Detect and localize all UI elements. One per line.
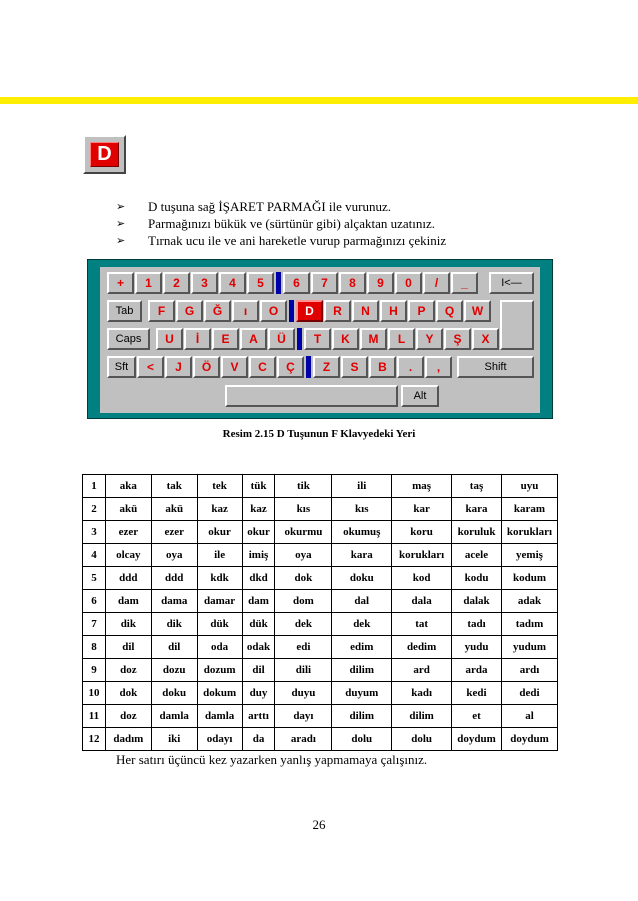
row-number-cell: 8 [83,636,106,659]
word-cell: duyum [332,682,392,705]
key-4: 4 [219,272,246,294]
key-u-umlaut: Ü [268,328,295,350]
word-cell: oya [151,544,197,567]
top-yellow-rule [0,97,638,104]
row-number-cell: 11 [83,705,106,728]
key-6: 6 [283,272,310,294]
key-slash: / [423,272,450,294]
word-cell: arda [452,659,502,682]
key-v: V [221,356,248,378]
word-cell: kadı [392,682,452,705]
word-cell: dilim [332,705,392,728]
key-h: H [380,300,407,322]
word-cell: doz [105,659,151,682]
word-cell: da [242,728,275,751]
word-cell: adak [501,590,557,613]
word-cell: dadım [105,728,151,751]
word-cell: dilim [332,659,392,682]
key-r: R [324,300,351,322]
key-g-breve: Ğ [204,300,231,322]
word-cell: kdk [197,567,242,590]
word-cell: doku [332,567,392,590]
row-number-cell: 3 [83,521,106,544]
key-dotless-i: ı [232,300,259,322]
d-key-label: D [90,142,119,167]
word-cell: arttı [242,705,275,728]
word-cell: oda [197,636,242,659]
word-cell: koruluk [452,521,502,544]
table-row [83,705,558,728]
word-cell: damla [197,705,242,728]
word-cell: dük [197,613,242,636]
key-y: Y [416,328,443,350]
word-cell: dedim [392,636,452,659]
instruction-text: Tırnak ucu ile ve ani hareketle vurup parmağınızı çekiniz [148,233,447,248]
table-row [83,728,558,751]
instruction-text: D tuşuna sağ İŞARET PARMAĞI ile vurunuz. [148,199,392,214]
word-cell: dayı [275,705,332,728]
word-cell: dok [275,567,332,590]
word-cell: dil [105,636,151,659]
key-enter [500,300,534,350]
table-row [83,544,558,567]
word-cell: akü [151,498,197,521]
word-cell: tik [275,475,332,498]
word-cell: dek [332,613,392,636]
word-cell: dozum [197,659,242,682]
word-cell: yemiş [501,544,557,567]
word-cell: damar [197,590,242,613]
instruction-item [116,232,446,249]
word-cell: koru [392,521,452,544]
row2-divider [289,300,294,322]
word-cell: kaz [197,498,242,521]
word-cell: kara [452,498,502,521]
word-cell: kara [332,544,392,567]
word-cell: tük [242,475,275,498]
arrow-bullet-icon: ➢ [116,234,126,247]
key-c-cedilla: Ç [277,356,304,378]
row3-divider [297,328,302,350]
key-o-umlaut: Ö [193,356,220,378]
key-p: P [408,300,435,322]
key-q: Q [436,300,463,322]
table-row [83,590,558,613]
row-number-cell: 6 [83,590,106,613]
key-0: 0 [395,272,422,294]
word-cell: dek [275,613,332,636]
table-row [83,521,558,544]
word-cell: tak [151,475,197,498]
table-row [83,475,558,498]
table-row [83,613,558,636]
key-t: T [304,328,331,350]
word-cell: dokum [197,682,242,705]
table-row [83,659,558,682]
key-3: 3 [191,272,218,294]
row-number-cell: 1 [83,475,106,498]
key-b: B [369,356,396,378]
word-cell: maş [392,475,452,498]
practice-word-table [82,474,558,751]
key-g: G [176,300,203,322]
table-row [83,636,558,659]
instruction-item [116,198,446,215]
word-cell: kodum [501,567,557,590]
word-cell: dam [105,590,151,613]
key-l: L [388,328,415,350]
word-cell: edi [275,636,332,659]
row-number-cell: 7 [83,613,106,636]
key-backspace: I<— [489,272,534,294]
word-cell: taş [452,475,502,498]
word-cell: okumuş [332,521,392,544]
word-cell: kıs [275,498,332,521]
arrow-bullet-icon: ➢ [116,200,126,213]
key-j: J [165,356,192,378]
word-cell: edim [332,636,392,659]
word-cell: doku [151,682,197,705]
key-9: 9 [367,272,394,294]
word-cell: dala [392,590,452,613]
key-space [225,385,398,407]
word-cell: dil [151,636,197,659]
word-cell: damla [151,705,197,728]
arrow-bullet-icon: ➢ [116,217,126,230]
word-cell: kıs [332,498,392,521]
word-cell: tadım [501,613,557,636]
word-cell: doz [105,705,151,728]
key-e: E [212,328,239,350]
row-number-cell: 4 [83,544,106,567]
word-cell: yudu [452,636,502,659]
word-cell: oya [275,544,332,567]
key-right-shift: Shift [457,356,534,378]
row1-divider [276,272,281,294]
word-cell: ddd [105,567,151,590]
row-number-cell: 12 [83,728,106,751]
word-cell: iki [151,728,197,751]
keyboard-panel [100,267,540,413]
key-s-cedilla: Ş [444,328,471,350]
keyboard-illustration [87,259,553,419]
key-c: C [249,356,276,378]
word-cell: duy [242,682,275,705]
figure-caption: Resim 2.15 D Tuşunun F Klavyedeki Yeri [222,428,416,440]
word-cell: okur [242,521,275,544]
key-s: S [341,356,368,378]
key-comma: , [425,356,452,378]
row-number-cell: 5 [83,567,106,590]
word-cell: aradı [275,728,332,751]
word-cell: dedi [501,682,557,705]
key-d-highlighted: D [296,300,323,322]
key-tab: Tab [107,300,142,322]
table-row [83,682,558,705]
key-5: 5 [247,272,274,294]
word-cell: okur [197,521,242,544]
word-cell: olcay [105,544,151,567]
word-cell: dal [332,590,392,613]
word-cell: dük [242,613,275,636]
key-x: X [472,328,499,350]
word-cell: kaz [242,498,275,521]
word-cell: dalak [452,590,502,613]
word-cell: et [452,705,502,728]
word-cell: okurmu [275,521,332,544]
word-cell: dolu [332,728,392,751]
word-cell: ardı [501,659,557,682]
word-cell: duyu [275,682,332,705]
word-cell: dozu [151,659,197,682]
instruction-list [116,198,446,249]
key-less-than: < [137,356,164,378]
word-cell: karam [501,498,557,521]
word-cell: ard [392,659,452,682]
key-m: M [360,328,387,350]
key-z: Z [313,356,340,378]
row-number-cell: 10 [83,682,106,705]
key-caps: Caps [107,328,150,350]
key-a: A [240,328,267,350]
word-cell: dik [105,613,151,636]
word-cell: kod [392,567,452,590]
word-cell: dolu [392,728,452,751]
key-u: U [156,328,183,350]
word-cell: ezer [151,521,197,544]
key-w: W [464,300,491,322]
word-cell: aka [105,475,151,498]
word-cell: ile [197,544,242,567]
key-plus: + [107,272,134,294]
word-cell: tat [392,613,452,636]
word-cell: dik [151,613,197,636]
word-cell: dom [275,590,332,613]
row-number-cell: 2 [83,498,106,521]
word-cell: kedi [452,682,502,705]
word-cell: ezer [105,521,151,544]
word-cell: akü [105,498,151,521]
key-left-shift: Sft [107,356,136,378]
key-n: N [352,300,379,322]
word-cell: tadı [452,613,502,636]
word-cell: kar [392,498,452,521]
key-alt: Alt [401,385,439,407]
key-dotted-i: İ [184,328,211,350]
row4-divider [306,356,311,378]
word-cell: korukları [501,521,557,544]
practice-note: Her satırı üçüncü kez yazarken yanlış yapmamaya çalışınız. [116,752,428,767]
key-8: 8 [339,272,366,294]
word-cell: kodu [452,567,502,590]
table-row [83,498,558,521]
key-underscore: _ [451,272,478,294]
word-cell: dkd [242,567,275,590]
word-cell: ddd [151,567,197,590]
key-f: F [148,300,175,322]
word-cell: dilim [392,705,452,728]
word-cell: al [501,705,557,728]
word-cell: doydum [452,728,502,751]
table-row [83,567,558,590]
page-number: 26 [312,817,326,832]
key-1: 1 [135,272,162,294]
instruction-text: Parmağınızı bükük ve (sürtünür gibi) alçaktan uzatınız. [148,216,435,231]
word-cell: dil [242,659,275,682]
row-number-cell: 9 [83,659,106,682]
key-k: K [332,328,359,350]
practice-table-body [83,475,558,751]
key-2: 2 [163,272,190,294]
word-cell: korukları [392,544,452,567]
word-cell: ili [332,475,392,498]
word-cell: acele [452,544,502,567]
instruction-item [116,215,446,232]
key-o: O [260,300,287,322]
word-cell: yudum [501,636,557,659]
d-key-icon [83,135,126,174]
key-7: 7 [311,272,338,294]
word-cell: odayı [197,728,242,751]
word-cell: odak [242,636,275,659]
word-cell: dok [105,682,151,705]
word-cell: imiş [242,544,275,567]
word-cell: tek [197,475,242,498]
word-cell: dili [275,659,332,682]
word-cell: uyu [501,475,557,498]
word-cell: doydum [501,728,557,751]
word-cell: dam [242,590,275,613]
word-cell: dama [151,590,197,613]
key-period: . [397,356,424,378]
